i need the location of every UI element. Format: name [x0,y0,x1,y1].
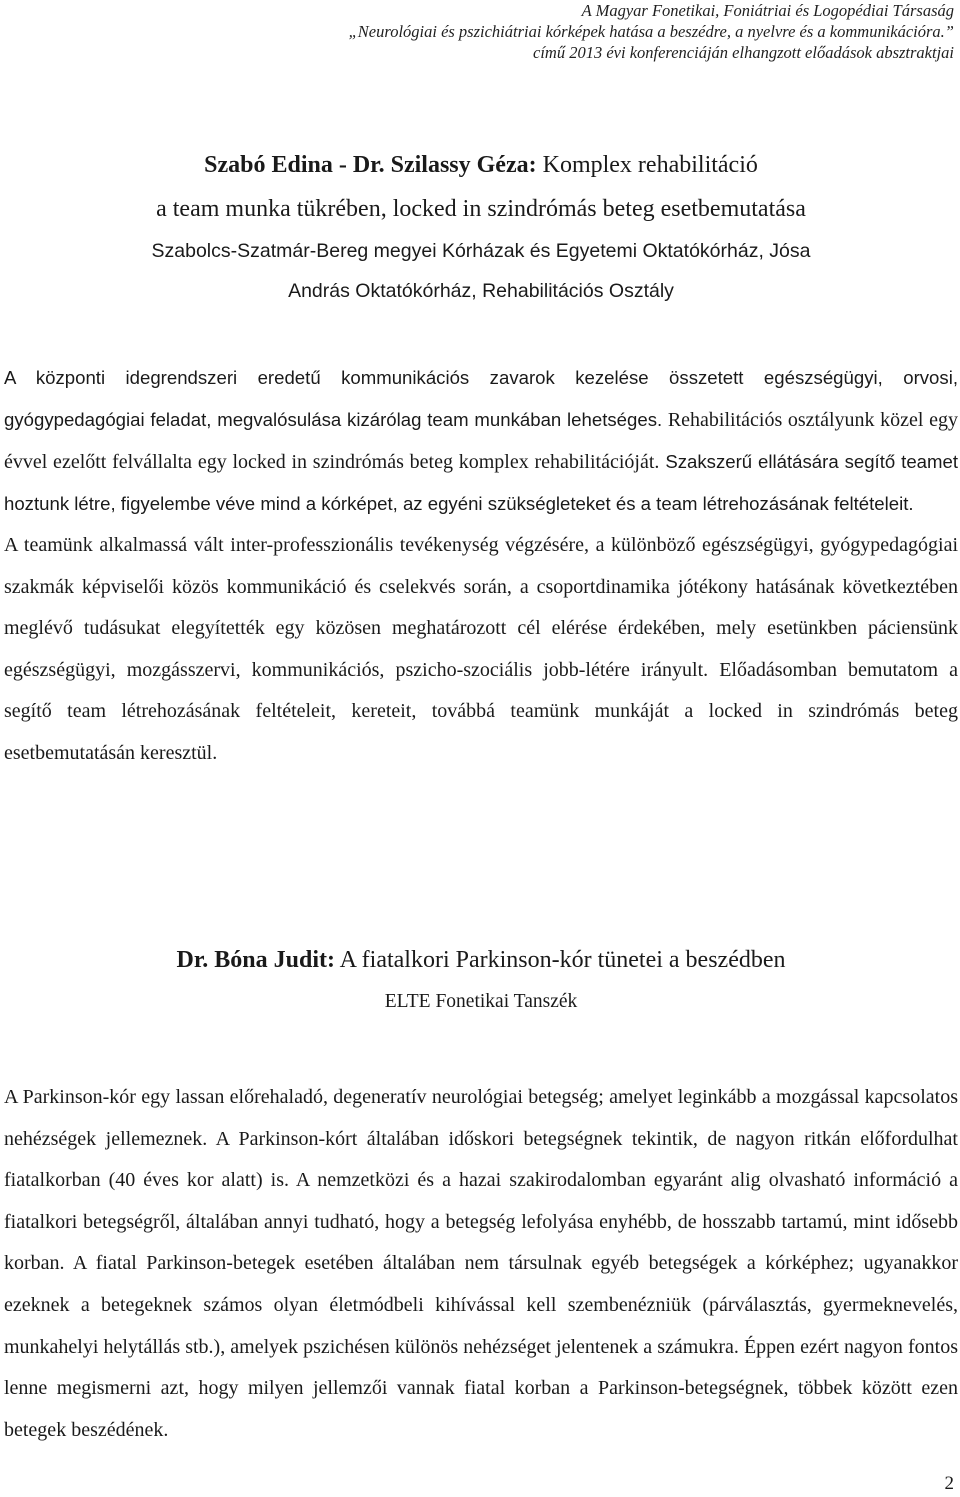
article-title [4,938,958,982]
abstract-paragraph-1: A Parkinson-kór egy lassan előrehaladó, degeneratív neurológiai betegség; amelyet leginkább a mozgással kapcsolatos nehézségek jellemeznek. A Parkinson-kórt általában időskori betegségnek tekintik, de nagyon ritkán előfordulhat fiatalkorban (40 éves kor alatt) is. A nemzetközi és a hazai szakirodalomban egyaránt alig olvasható információ a fiatalkori betegségről, általában annyi tudható, hogy a betegség lefolyása enyhébb, de hosszabb tartamú, mint idősebb korban. A fiatal Parkinson-betegek esetében általában nem társulnak egyéb betegségek a kórképhez; ugyanakkor ezeknek a betegeknek számos olyan életmódbeli kihívással kell szembenézniük (párválasztás, gyermeknevelés, munkahelyi helytállás stb.), amelyek pszichésen különös nehézséget jelentenek a számukra. Éppen ezért nagyon fontos lenne megismerni azt, hogy milyen jellemzői vannak fiatal korban a Parkinson-betegségnek, többek között ezen betegek beszédének. [4,1086,958,1441]
article-affiliation [4,231,958,311]
abstract-article-2 [4,938,958,1451]
article-authors: Dr. Bóna Judit: [176,947,335,973]
abstract-paragraph-1 [4,357,958,525]
abstract-body [4,357,958,774]
paragraph-1-sentence-2: Rehabilitációs osztályunk közel egy évvel ezelőtt felvállalta egy locked in szindrómás beteg komplex rehabilitációját. [4,409,958,473]
header-abstracts-line: című 2013 évi konferenciáján elhangzott előadások absztraktjai [533,43,954,62]
affiliation-line-1: ELTE Fonetikai Tanszék [384,991,578,1012]
page-number: 2 [944,1473,954,1494]
article-title-line-2: a team munka tükrében, locked in szindrómás beteg esetbemutatása [156,196,806,222]
article-title-text: A fiatalkori Parkinson-kór tünetei a beszédben [334,947,786,973]
header-society-line: A Magyar Fonetikai, Foniátriai és Logopédiai Társaság [581,1,954,20]
abstract-article-1 [4,143,958,774]
affiliation-line-2: András Oktatókórház, Rehabilitációs Osztály [288,280,674,302]
paragraph-1-sentence-3: Szakszerű ellátására segítő teamet hoztunk létre, figyelembe véve mind a kórképet, az egyéni szükségleteket és a team létrehozásának feltételeit. [4,451,958,514]
header-conference-title-line: „Neurológiai és pszichiátriai kórképek hatása a beszédre, a nyelvre és a kommunikációra.” [348,22,954,41]
article-authors: Szabó Edina - Dr. Szilassy Géza: [204,152,537,178]
affiliation-line-1: Szabolcs-Szatmár-Bereg megyei Kórházak és Egyetemi Oktatókórház, Jósa [151,240,811,262]
article-affiliation [4,982,958,1022]
paragraph-1-sentence-1: A központi idegrendszeri eredetű kommunikációs zavarok kezelése összetett egészségügyi, orvosi, gyógypedagógiai feladat, megvalósulása kizárólag team munkában lehetséges. [4,367,958,430]
abstract-body [4,1077,958,1451]
article-title-text: Komplex rehabilitáció [536,152,758,178]
article-title-line-1 [4,143,958,187]
article-title-line-1 [4,938,958,982]
document-header [349,0,954,63]
abstract-paragraph-2: A teamünk alkalmassá vált inter-professzionális tevékenység végzésére, a különböző egészségügyi, gyógypedagógiai szakmák képviselői közös kommunikáció és cselekvés során, a csoportdinamika jótékony hatásának következtében meglévő tudásukat elegyítették egy közösen meghatározott cél elérése érdekében, mely esetünkben páciensünk egészségügyi, mozgásszervi, kommunikációs, pszicho-szociális jobb-létére irányult. Előadásomban bemutatom a segítő team létrehozásának feltételeit, kereteit, továbbá teamünk munkáját a locked in szindrómás beteg esetbemutatásán keresztül. [4,534,958,764]
article-title [4,143,958,231]
